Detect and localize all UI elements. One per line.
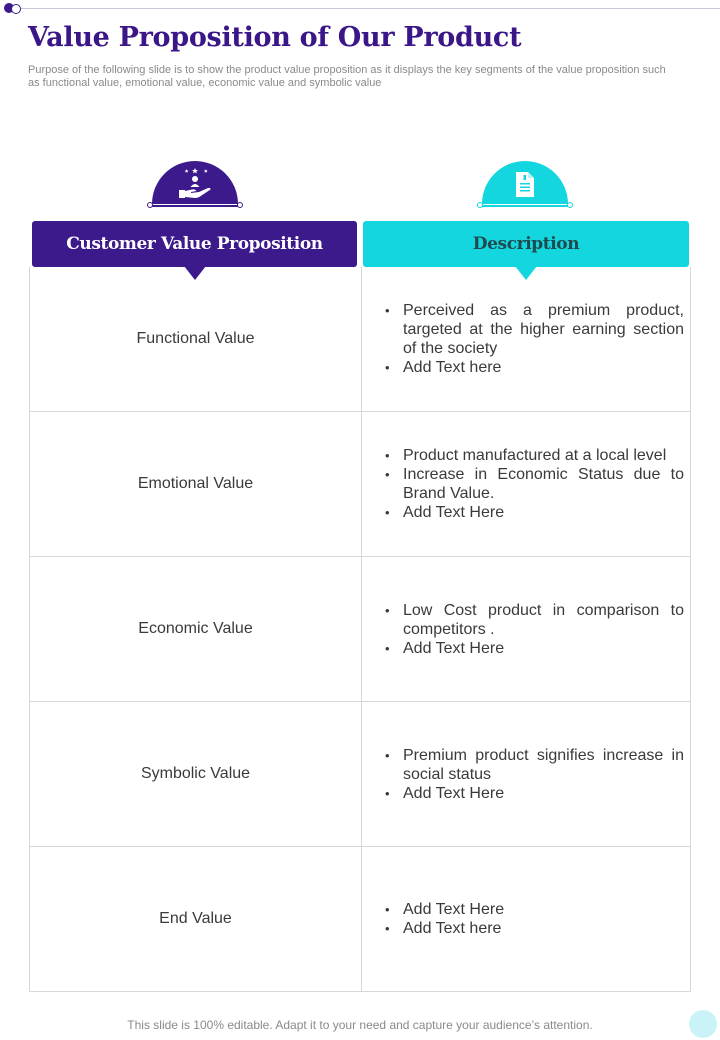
- bullet-list: [362, 446, 692, 522]
- row-label: Emotional Value: [137, 475, 254, 492]
- row-label: Symbolic Value: [140, 765, 251, 782]
- table-row: [30, 412, 690, 557]
- bullet-item: • Premium product signifies increase in social status: [385, 746, 684, 784]
- top-divider-line: [14, 8, 720, 9]
- row-description: [362, 267, 692, 411]
- left-dome-cap-left: [147, 202, 153, 208]
- bullet-item: • Perceived as a premium product, targeted at the higher earning section of the society: [385, 301, 684, 358]
- document-icon: [515, 171, 535, 198]
- bullet-list: [362, 746, 692, 803]
- row-description: [362, 847, 692, 991]
- bullet-item: • Add Text Here: [385, 784, 684, 803]
- right-dome-base: [481, 205, 569, 207]
- corner-ring-decoration: [11, 4, 21, 14]
- corner-circle-decoration: [689, 1010, 717, 1038]
- bullet-item: • Low Cost product in comparison to competitors .: [385, 601, 684, 639]
- table-row: [30, 847, 690, 992]
- left-dome-base: [151, 205, 239, 207]
- row-label: Economic Value: [138, 620, 253, 637]
- bullet-list: [362, 601, 692, 658]
- row-description: [362, 702, 692, 846]
- bullet-item: • Increase in Economic Status due to Brand Value.: [385, 465, 684, 503]
- bullet-item: • Add Text Here: [385, 503, 684, 522]
- right-dome-cap-right: [567, 202, 573, 208]
- page-title: Value Proposition of Our Product: [28, 22, 522, 53]
- page-subtitle: Purpose of the following slide is to show the product value proposition as it displays the key segments of the value proposition such as functional value, emotional value, economic value and symbolic value: [28, 64, 666, 89]
- bullet-item: • Add Text Here: [385, 639, 684, 658]
- bullet-list: [362, 301, 692, 377]
- bullet-item: • Product manufactured at a local level: [385, 446, 684, 465]
- right-dome-cap-left: [477, 202, 483, 208]
- bullet-item: • Add Text Here: [385, 900, 684, 919]
- row-label: Functional Value: [136, 330, 255, 347]
- header-description: Description: [363, 221, 689, 267]
- table-row: [30, 267, 690, 412]
- bullet-list: [362, 900, 692, 938]
- table-row: [30, 702, 690, 847]
- hand-holding-person-stars-icon: [177, 168, 213, 202]
- row-description: [362, 557, 692, 701]
- bullet-item: • Add Text here: [385, 919, 684, 938]
- header-customer-value-proposition: Customer Value Proposition: [32, 221, 357, 267]
- row-label: End Value: [159, 910, 232, 927]
- value-proposition-table: [29, 267, 691, 992]
- row-description: [362, 412, 692, 556]
- table-row: [30, 557, 690, 702]
- footer-note: This slide is 100% editable. Adapt it to your need and capture your audience’s attention.: [127, 1018, 593, 1032]
- bullet-item: • Add Text here: [385, 358, 684, 377]
- left-dome-cap-right: [237, 202, 243, 208]
